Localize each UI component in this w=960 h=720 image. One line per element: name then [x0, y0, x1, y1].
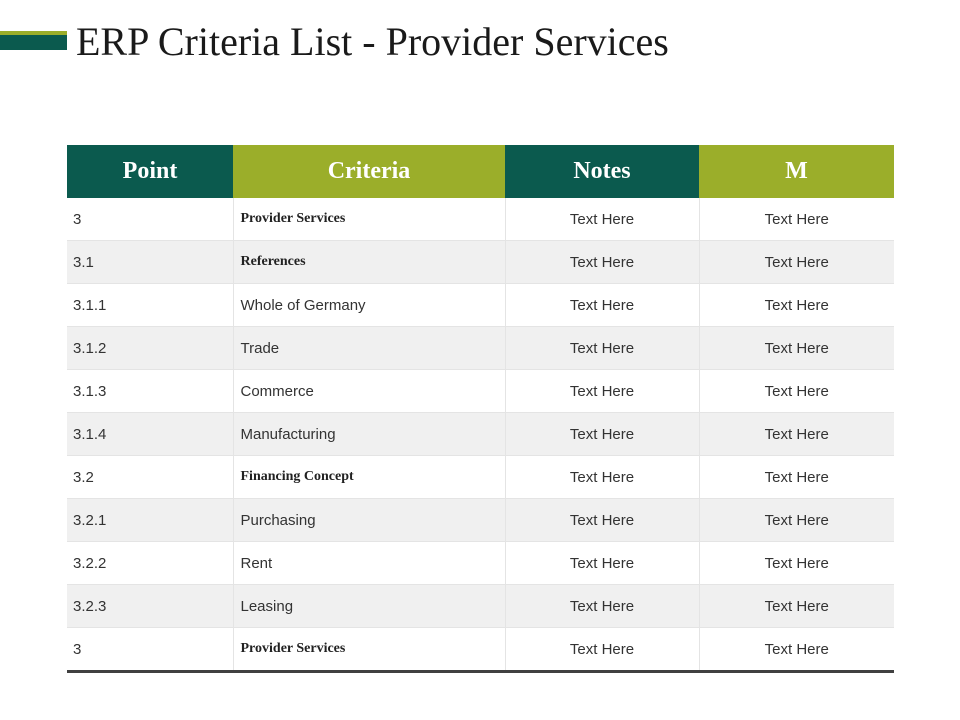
title-accent-bar: [0, 31, 67, 50]
m-cell: Text Here: [699, 241, 894, 284]
point-cell: 3: [67, 628, 233, 672]
criteria-cell: References: [233, 241, 505, 284]
point-cell: 3: [67, 198, 233, 241]
table-row: [67, 327, 894, 370]
m-cell: Text Here: [699, 370, 894, 413]
table-body: [67, 198, 894, 672]
notes-cell: Text Here: [505, 327, 699, 370]
header-m: M: [699, 145, 894, 198]
criteria-cell: Commerce: [233, 370, 505, 413]
table-header-row: [67, 145, 894, 198]
slide-title: ERP Criteria List - Provider Services: [76, 19, 669, 64]
notes-cell: Text Here: [505, 585, 699, 628]
point-cell: 3.1.1: [67, 284, 233, 327]
m-cell: Text Here: [699, 198, 894, 241]
header-criteria: Criteria: [233, 145, 505, 198]
m-cell: Text Here: [699, 499, 894, 542]
table-row: [67, 241, 894, 284]
notes-cell: Text Here: [505, 370, 699, 413]
criteria-cell: Provider Services: [233, 198, 505, 241]
point-cell: 3.1.2: [67, 327, 233, 370]
criteria-cell: Whole of Germany: [233, 284, 505, 327]
m-cell: Text Here: [699, 327, 894, 370]
notes-cell: Text Here: [505, 241, 699, 284]
notes-cell: Text Here: [505, 456, 699, 499]
criteria-cell: Leasing: [233, 585, 505, 628]
table-row: [67, 585, 894, 628]
notes-cell: Text Here: [505, 628, 699, 672]
criteria-cell: Trade: [233, 327, 505, 370]
point-cell: 3.2.1: [67, 499, 233, 542]
table-row: [67, 370, 894, 413]
notes-cell: Text Here: [505, 413, 699, 456]
table-row: [67, 542, 894, 585]
table-row: [67, 456, 894, 499]
accent-bar-teal-stripe: [0, 35, 67, 50]
m-cell: Text Here: [699, 585, 894, 628]
point-cell: 3.2.2: [67, 542, 233, 585]
point-cell: 3.1.4: [67, 413, 233, 456]
table-row: [67, 284, 894, 327]
m-cell: Text Here: [699, 413, 894, 456]
table-row: [67, 628, 894, 672]
notes-cell: Text Here: [505, 198, 699, 241]
criteria-table: [67, 145, 894, 673]
m-cell: Text Here: [699, 628, 894, 672]
criteria-cell: Purchasing: [233, 499, 505, 542]
point-cell: 3.2.3: [67, 585, 233, 628]
notes-cell: Text Here: [505, 542, 699, 585]
criteria-cell: Financing Concept: [233, 456, 505, 499]
criteria-cell: Manufacturing: [233, 413, 505, 456]
point-cell: 3.1: [67, 241, 233, 284]
criteria-cell: Rent: [233, 542, 505, 585]
header-point: Point: [67, 145, 233, 198]
table-row: [67, 413, 894, 456]
m-cell: Text Here: [699, 456, 894, 499]
point-cell: 3.1.3: [67, 370, 233, 413]
criteria-cell: Provider Services: [233, 628, 505, 672]
point-cell: 3.2: [67, 456, 233, 499]
table-row: [67, 499, 894, 542]
m-cell: Text Here: [699, 284, 894, 327]
m-cell: Text Here: [699, 542, 894, 585]
table-row: [67, 198, 894, 241]
header-notes: Notes: [505, 145, 699, 198]
notes-cell: Text Here: [505, 499, 699, 542]
notes-cell: Text Here: [505, 284, 699, 327]
